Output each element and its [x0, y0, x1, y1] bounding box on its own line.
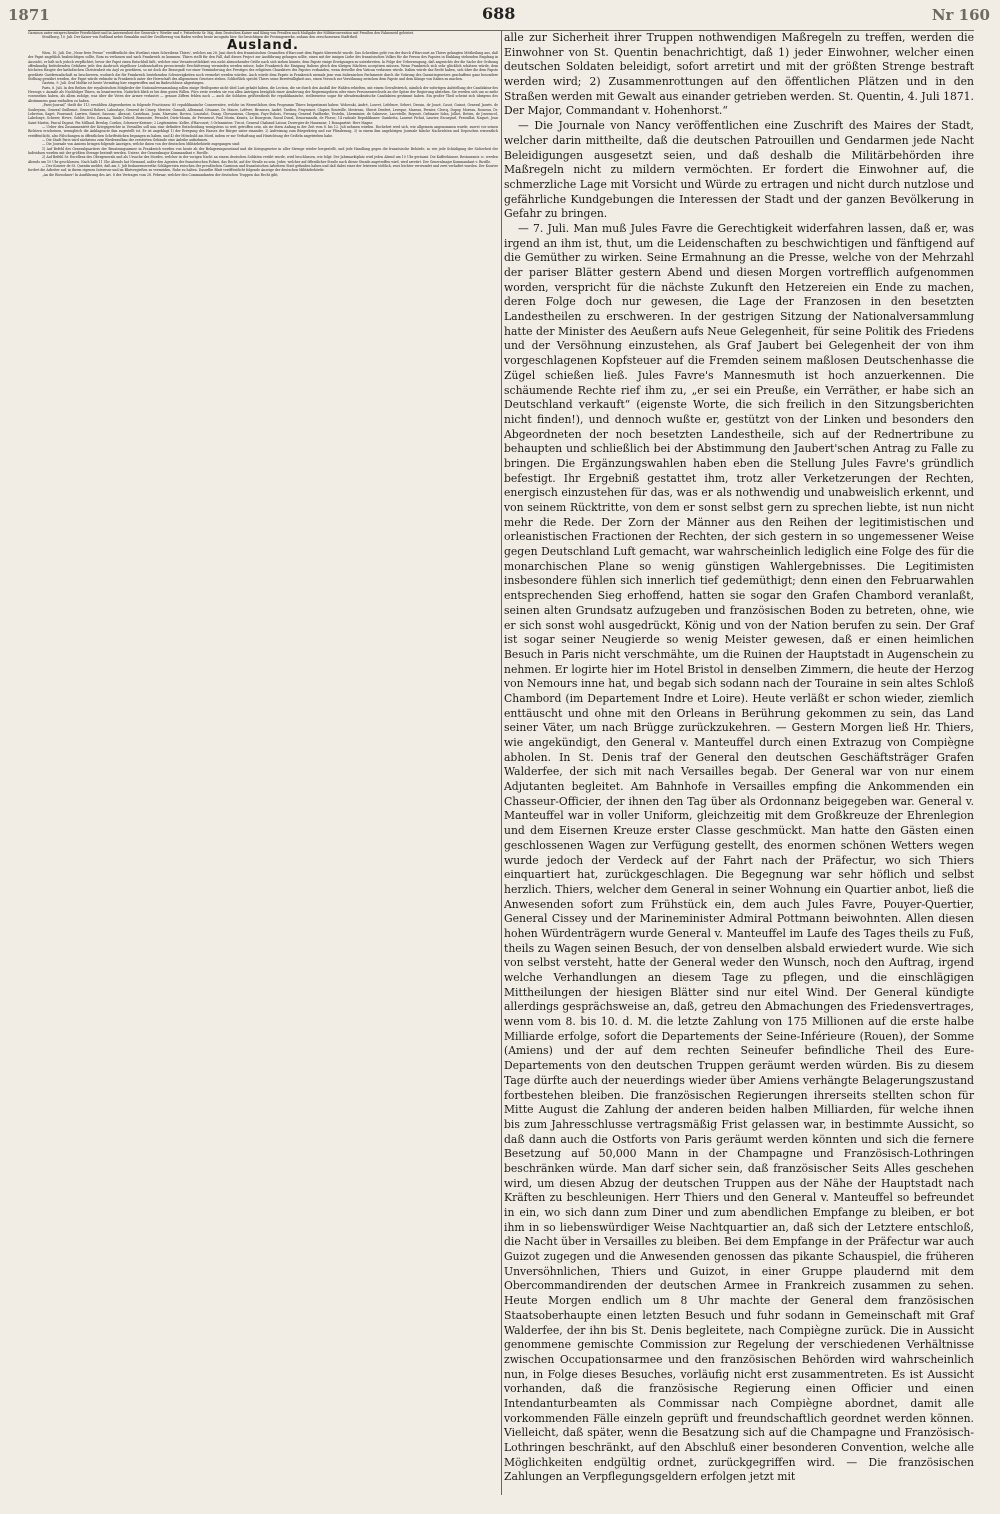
paragraph: — Die Journale von Nancy veröffentlichen eine Zuschrift des Maires der Stadt, welcher darin mittheilte, daß die deutschen Patrouillen und Gendarmen jede Nacht Beleidigungen ausgesetzt seien, und daß deshalb die Militärbehörden ihre Maßregeln nicht zu mildern vermöchten. Er fordert die Einwohner auf, die schmerzliche Lage mit Vorsicht und Würde zu ertragen und nicht durch nutzlose und gefährliche Kundgebungen die Interessen der Stadt und der ganzen Bevölkerung in Gefahr zu bringen. — [504, 119, 974, 221]
header-issue: Nr 160 — [931, 6, 990, 24]
paragraph: 2) Auf Befehl Sr. Excellenz des Obergenerals und als Ursache des Mordes, welcher in der vorigen Nacht an einem deutschen Soldaten verübt wurde, wird beschlossen, wie folgt: Der Jahrmarktplatz wird jeden Abend um 10 Uhr geräumt. Die Kaffeehäuser, Restaurants ꝛc. werden Abends um 10 Uhr geschlossen. Nach halb 11 Uhr Abends hat Niemand, außer den Agenten der französischen Polizei, das Recht, auf der Straße zu sein. Jeder, welcher auf öffentlicher Straße nach dieser Stunde angetroffen wird, wird arretirt. Der Generalmajor Kommandant v. Ruville. — [28, 155, 498, 164]
paragraph: Paris, 6. Juli. In den Reihen der royalistischen Mitglieder der Nationalversammlung sollen einige Heißsporne nicht übel Lust gehabt haben, die Lection, die sie durch den Ausfall der Wahlen erhielten, mit einem Gewaltstreich, nämlich der sofortigen Aufstellung der Candidatur des Herzogs v. Aumale als Nachfolger Thiers, zu beantworten. Natürlich blieb es bei dem guten Willen. Fürs erste werden sie von allen Anträgen bezüglich einer Aenderung der Regierungsform oder eines Personenwechsels an der Spitze der Regierung abstehen. Sie werden sich um so mehr vorzusehen haben, als allem zufolge, was über die Voten der Armee verlautet — genaue Ziffern fehlen noch — auch die Soldaten größtentheils für republikanische, stellenweise sogar für ultrademokratische Candidaten gestimmt haben. Ein großer Theil scheint sich übrigens des Abstimmens ganz enthalten zu haben. — [28, 85, 498, 103]
paragraph: Straßburg, 10. Juli. Der Kaiser von Rußland nebst Gemahlin und der Großherzog von Baden weilen heute incognito hier. Sie besichtigen die Festungswerke, sodann den zerschossenen Stadttheil. — [42, 35, 358, 40]
left-column — [28, 31, 498, 1485]
page-header — [0, 0, 1000, 28]
section-title: Ausland. — [227, 37, 299, 53]
paragraph: — Die Journale von Amiens bringen folgende Anzeigen, welche ihnen von der deutschen Militärbehörde zugegangen sind: — [42, 142, 240, 147]
paragraph: alle zur Sicherheit ihrer Truppen nothwendigen Maßregeln zu treffen, werden die Einwohner von St. Quentin benachrichtigt, daß 1) jeder Einwohner, welcher einen deutschen Soldaten beleidigt, sofort arretirt und mit der größten Strenge bestraft werden wird; 2) Zusammenrottungen auf den öffentlichen Plätzen und in den Straßen werden mit Gewalt aus einander getrieben werden. St. Quentin, 4. Juli 1871. Der Major, Commandant v. Hohenhorst.“ — [504, 31, 974, 118]
paragraph: — Ueber den Zusammentritt der Kriegsgerichte in Versailles soll nun eine definitive Entscheidung wenigstens so weit getroffen sein, als sie ihren Anfang in der Zeit vom 8. bis 12. Juli nehmen würden. Rochefort wird sich, wie allgemein angenommen wurde, zuerst vor seinen Richtern erscheinen, wenngleich die Anklageacte ihm zugestellt ist. Er ist angeklagt 1) der Erregung des Hasses der Bürger unter einander, 2) Aufreizung zum Bürgerkrieg und zur Plünderung, 3) in einem ihm angehörigen Journale falsche Nachrichten und Depeschen wissentlich veröffentlicht, also Fälschungen in öffentlichen Schriftstücken begangen zu haben, und 4) der Mitschuld am Mord, indem er zur Verhaftung und Hinrichtung der Geißeln angetrieben habe. — [28, 124, 498, 138]
paragraph: 1) Auf Befehl des Generalquartiers der Besatzungsarmee in Frankreich werden von heute ab der Belagerungszustand und die Kriegsgesetze in aller Strenge wieder hergestellt, und jede Handlung gegen die französische Behörde, so wie jede Schädigung der Sicherheit der Individuen werden mit der größten Strenge bestraft werden. Unterz. der Generalmajor Kommandant v. Ruville. — [28, 146, 498, 155]
right-column — [504, 31, 974, 1485]
paragraph: — Der Kourier de St. Quentin meldet, daß am 3. Juli bedauernswerthe Schlägereien zwischen der preußischen Garnison und französischen Arbeitern Statt gefunden haben und daß dabei einer der letzteren tödtlich, zwei leichter verwundet und zwei verhaftet wurden. Der Kourier fordert die Arbeiter auf, in ihrem eigenen Interesse und im Blutvergießen zu vermeiden, Ruhe zu halten. Dasselbe Blatt veröffentlicht folgende Anzeige der deutschen Militärbehörde: — [28, 163, 498, 173]
paragraph: Garnison unter entsprechender Feierlichkeit und in Anwesenheit der Generale v. Werder und v. Pritzelwitz Sr. Maj. dem Deutschen Kaiser und König von Preußen nach Maßgabe der Militärconvention mit Preußen den Fahneneid geleistet. — [28, 31, 415, 35]
paragraph: Wien, 10. Juli. Die „Neue freie Presse“ veröffentlicht den Wortlaut eines Schreibens Thiers', welches am 28. Juni durch den französischen Gesandten d'Harcourt dem Papste überreicht wurde. Das Schreiben geht von der durch d'Harcourt an Thiers gelangten Mittheilung aus, daß der Papst angeblich beabsichtigen sollte, Rom zu verlassen und nach Frankreich zu kommen. Thiers stellt für den Fall, daß dieses Project zur Ausführung gelangen sollte, einen mit der innigen Liebe des französischen Volkes für die Person des Papstes in Einklang stehenden Empfang in Aussicht, er hält sich jedoch verpflichtet, bevor der Papst einen Entschluß faßt, welcher eine Verantwortlichkeit von nicht abzusehender Größe nach sich ziehen könnte, dem Papste einige Erwägungen zu unterbreiten. In Folge der Ueberzeugung, daß angesichts der die Sache der Ordnung offenkundig bedrohenden Gefahren jede den Ausbruch zügelloser Leidenschaften provocirende Erschütterung vermieden werden müsse, habe Frankreich die Einigung Italiens gleich den übrigen Mächten acceptiren müssen. Wenn Frankreich sich sehr glücklich schätzen würde, dem höchsten Haupte der katholischen Christenheit ein Asyl zu gewähren, so sei doch die Besorgniß vor einer Verminderung des Prestiges des religiösen Charakters des Papstes vorhanden, wenn derselbe den Vatican verlassen würde. Italien würde das Recht haben, sich über die dem Papste gewährte Gastfreundschaft zu beschweren, wodurch die für Frankreich bestehenden Schwierigkeiten noch vermehrt werden würden. Auch würde dem Papste in Frankreich niemals jene vom italienischen Parlamente durch die Votirung des Garantiegesetzes geschaffene ganz besondere Stellung gewährt werden, der Papst würde vielmehr in Frankreich unter der Herrschaft des allgemeinen Gesetzes stehen. Schließlich spricht Thiers seine Bereitwilligkeit aus, einen Versuch zur Versöhnung zwischen dem Papste und dem Könige von Italien zu machen. — [28, 51, 498, 82]
page-number: 688 — [482, 4, 516, 23]
paragraph: Gastein, 9. Juli. Graf Moltke ist heute Vormittag hier eingetroffen und im Badeschlosse abgestiegen. — [42, 81, 205, 86]
paragraph: — 7. Juli. Man muß Jules Favre die Gerechtigkeit widerfahren lassen, daß er, was irgend an ihm ist, thut, um die Leidenschaften zu beschwichtigen und fänftigend auf die Gemüther zu wirken. Seine Ermahnung an die Presse, welche von der Mehrzahl der pariser Blätter gestern Abend und diesen Morgen vortrefflich aufgenommen worden, verspricht für die nächste Zukunft den Hetzereien ein Ende zu machen, deren Folge doch nur gewesen, die Lage der Franzosen in den besetzten Landestheilen zu erschweren. In der gestrigen Sitzung der Nationalversammlung hatte der Minister des Aeußern aufs Neue Gelegenheit, für seine Politik des Friedens und der Versöhnung einzustehen, als Graf Jaubert bei Gelegenheit der von ihm vorgeschlagenen Kopfsteuer auf die Fremden seinem maßlosen Deutschenhasse die Zügel schießen ließ. Jules Favre's Mannesmuth ist hoch anzuerkennen. Die schäumende Rechte rief ihm zu, „er sei ein Preuße, ein Verräther, er habe sich an Deutschland verkauft“ (eigenste Worte, die sich freilich in den Sitzungsberichten nicht finden!), und dennoch wußte er, gestützt von der Linken und besonders den Abgeordneten der noch besetzten Landestheile, sich auf der Rednertribune zu behaupten und schließlich bei der Abstimmung den Jaubert'schen Antrag zu Falle zu bringen. Die Ergänzungswahlen haben eben die Stellung Jules Favre's gründlich befestigt. Ihr Ergebniß gestattet ihm, trotz aller Verketzerungen der Rechten, energisch einzustehen für das, was er als nothwendig und unabweislich erkennt, und von seinem Rücktritte, von dem er sonst selbst gern zu sprechen liebte, ist nun nicht mehr die Rede. Der Zorn der Männer aus den Reihen der legitimistischen und orleanistischen Fractionen der Rechten, der sich gestern in so ungemessener Weise gegen Deutschland Luft gemacht, war wahrscheinlich lediglich eine Folge des für die monarchischen Plane so wenig günstigen Wahlergebnisses. Die Legitimisten insbesondere fühlen sich innerlich tief gedemüthigt; denn einen den Februarwahlen entsprechenden Sieg erhoffend, hatten sie sogar den Grafen Chambord veranlaßt, seinen alten Grundsatz aufzugeben und französischen Boden zu betreten, ohne, wie er sich sonst wohl ausgedrückt, König und von der Nation berufen zu sein. Der Graf ist sogar seiner Neugierde so wenig Meister gewesen, daß er einen heimlichen Besuch in Paris nicht verschmähte, um die Ruinen der Hauptstadt in Augenschein zu nehmen. Er logirte hier im Hotel Bristol in denselben Zimmern, die heute der Herzog von Nemours inne hat, und begab sich sodann nach der Touraine in sein altes Schloß Chambord (im Departement Indre et Loire). Heute verläßt er schon wieder, ziemlich enttäuscht und ohne mit den Orleans in Berührung gekommen zu sein, das Land seiner Väter, um nach Brügge zurückzukehren. — Gestern Morgen ließ Hr. Thiers, wie angekündigt, den General v. Manteuffel durch einen Extrazug von Compiègne abholen. In St. Denis traf der General den deutschen Geschäftsträger Grafen Walderfee, der sich mit nach Versailles begab. Der General war von nur einem Adjutanten begleitet. Am Bahnhofe in Versailles empfing die Ankommenden ein Chasseur-Officier, der ihnen den Tag über als Ordonnanz beigegeben war. General v. Manteuffel war in voller Uniform, gleichzeitig mit dem Großkreuze der Ehrenlegion und dem Eisernen Kreuze erster Classe geschmückt. Man hatte den Gästen einen geschlossenen Wagen zur Verfügung gestellt, des enormen schönen Wetters wegen wurde jedoch der Verdeck auf der Fahrt nach der Präfectur, wo sich Thiers einquartiert hat, zurückgeschlagen. Die Begegnung war sehr höflich und selbst herzlich. Thiers, welcher dem General in seiner Wohnung ein Quartier anbot, ließ die Anwesenden sofort zum Frühstück ein, dem auch Jules Favre, Pouyer-Quertier, General Cissey und der Marineminister Admiral Pottmann beiwohnten. Allen diesen hohen Würdenträgern wurde General v. Manteuffel im Laufe des Tages theils zu Fuß, theils zu Wagen seinen Besuch, der von denselben alsbald erwiedert wurde. Wie sich von selbst versteht, hatte der General weder den Wunsch, noch den Auftrag, irgend welche Verhandlungen an diesem Tage zu pflegen, und die einschlägigen Mittheilungen der hiesigen Blätter sind nur eitel Wind. Der General kündigte allerdings gesprächsweise an, daß, getreu den Abmachungen des Friedensvertrages, wenn vom 8. bis 10. d. M. die letzte Zahlung von 175 Millionen auf die erste halbe Milliarde erfolge, sofort die Departements der Seine-Inférieure (Rouen), der Somme (Amiens) und der auf dem rechten Seineufer befindliche Theil des Eure-Departements von den deutschen Truppen geräumt werden würden. Bis zu diesem Tage dürfte auch der neuerdings wieder über Amiens verhängte Belagerungszustand fortbestehen bleiben. Die französischen Regierungen ihrerseits stellten schon für Mitte August die Zahlung der anderen beiden halben Milliarden, für welche ihnen bis zum Jahresschlusse vertragsmäßig Frist gelassen war, in bestimmte Aussicht, so daß dann auch die Ostforts von Paris geräumt werden könnten und sich die fernere Besetzung auf 50,000 Mann in der Champagne und Französisch-Lothringen beschränken würde. Man darf sicher sein, daß französischer Seits Alles geschehen wird, um diesen Abzug der deutschen Truppen aus der Nähe der Hauptstadt nach Kräften zu beschleunigen. Herr Thiers und den General v. Manteuffel so befreundet in ein, wo sich dann zum Diner und zum abendlichen Empfange zu bleiben, er bot ihm in so liebenswürdiger Weise Nachtquartier an, daß sich der Letztere entschloß, die Nacht über in Versailles zu bleiben. Bei dem Empfange in der Präfectur war auch Guizot zugegen und die Anwesenden genossen das pikante Schauspiel, die früheren Unversöhnlichen, Thiers und Guizot, in einer Gruppe plaudernd mit dem Obercommandirenden der deutschen Armee in Frankreich zusammen zu sehen. Heute Morgen endlich um 8 Uhr machte der General dem französischen Staatsoberhaupte einen letzten Besuch und fuhr sodann in Gemeinschaft mit Graf Walderfee, der ihn bis St. Denis begleitete, nach Compiègne zurück. Die in Aussicht genommene gemischte Commission zur Regelung der verschiedenen Verhältnisse zwischen Occupationsarmee und den französischen Behörden wird wahrscheinlich nun, in Folge dieses Besuches, vorläufig nicht erst zusammentreten. Es ist Aussicht vorhanden, daß die französische Regierung einen Officier und einen Intendanturbeamten als Commissar nach Compiègne abordnet, damit alle vorkommenden Fälle einzeln geprüft und freundschaftlich geordnet werden können. Vielleicht, daß später, wenn die Besatzung sich auf die Champagne und Französisch-Lothringen beschränkt, auf den Abschluß einer besonderen Convention, welche alle Möglichkeiten endgültig ordnet, zurückgegriffen wird. — Die französischen Zahlungen an Verpflegungsgeldern erfolgen jetzt mit — [504, 221, 974, 1484]
header-year: 1871 — [8, 6, 50, 24]
paragraph: — Die Stadt Paris wird nächstens zum Wiederaufbau der zerstörten Gebäude eine Anleihe aufnehmen. — [42, 137, 209, 142]
paragraph: „An die Einwohner! In Ausführung des Art. 8 des Vertrages vom 28. Februar, welcher den Commandanten der deutschen Truppen das Recht gibt, — [42, 172, 279, 177]
text-columns — [28, 30, 974, 1485]
paragraph: „Paris-Journal“ theilt die 113 erwählten Abgeordneten in folgende Fractionen: 85 republikanische Conservative, welche im Wesentlichen dem Programm Thiers beigestimmt haben: Wolowski, André, Louvet, Lefebure, Sebert, Drouin, de Jouzé, Casot, Guinot, General Jaurès, de Soubeyran, General Guillemot, General Robert, Laboulaye, General de Cissey, Mercier, Ganault, Allemand, Césanne, Dr. Maure, Lefèvre, Brousses, André, Tardieu, Frayssinet, Clapier, Bouteille, Mestreau, Oberst Denfert, Leveque, Maseau, Fernier, Clercq, Dupuy, Moreau, Rosseau, Dr. Lebreton, Saget, Foureaud, Larrieu, Simiot, Saussac, Abracat, Castelnau, Jouin, Marvaise, Bovieu, Loustalot, Dusay, Chevassieux, Cherpin, Faye-Dubois, Fresnay, General Faidherbe, Testelin, Lherminier, de Salneuve, Lacretelle, Boysset, Ordinaire Sohn, Jolliet, Retien, de Jouvencel, Labelonye, Scherer, Hevre, Goblet, Dréo, Daumas, Taxile Delord, Beaussire, Pernolet, Dietz-Monin, de Pressensé, Paul Morin, Krantz, Le Bourgeois, Raoul Duval, Denormandis, de Ploeuc; 14 radicale Republikaner: Gambetta, Laurent Pichat, Laurier, Escarguel, Ferouillat, Naquet, Jean Saint-Martin, Pascal Duprat, Pin Millaud, Breslay, Cordon, Scheurer-Kestner; 2 Legitimisten: Keller, d'Harcourt; 3 Orleanisten: Tircot, General Chabaud-Latour, Duvergier de Hauranne; 1 Bonapartist: Herr Magne. — [28, 103, 498, 125]
